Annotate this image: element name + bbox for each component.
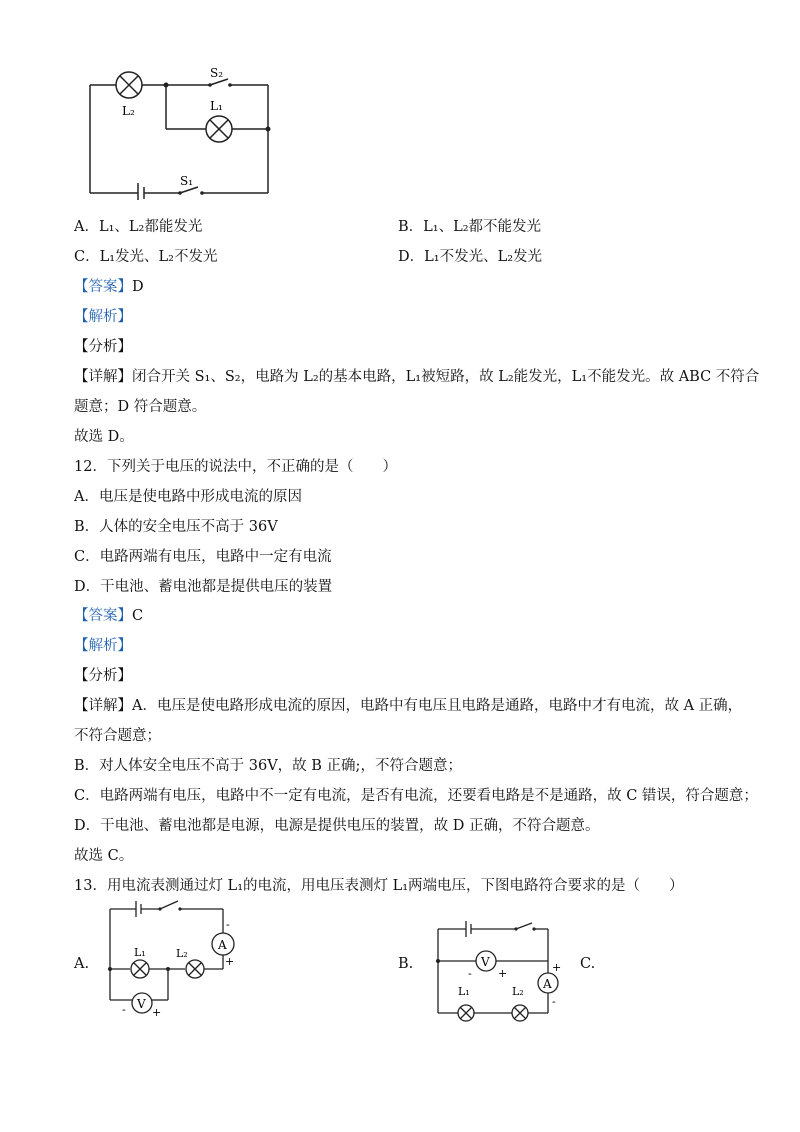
- q12-detail-3: B．对人体安全电压不高于 36V，故 B 正确;，不符合题意；: [74, 758, 462, 774]
- q13-circuit-a: [100, 895, 240, 1020]
- svg-text:-: -: [468, 967, 472, 980]
- svg-text:-: -: [226, 918, 230, 931]
- q13-label-a: A.: [74, 956, 90, 972]
- q11-detail-2: 题意；D 符合题意。: [74, 399, 207, 415]
- q12-conclusion: 故选 C。: [74, 848, 134, 864]
- q12-option-c: C．电路两端有电压，电路中一定有电流: [74, 549, 332, 565]
- q11-option-a: A．L₁、L₂都能发光: [74, 219, 203, 235]
- q12-option-a: A．电压是使电路中形成电流的原因: [74, 489, 302, 505]
- q11-option-b: B．L₁、L₂都不能发光: [398, 219, 542, 235]
- svg-text:L₂: L₂: [176, 947, 188, 960]
- q12-option-d: D．干电池、蓄电池都是提供电压的装置: [74, 579, 333, 595]
- svg-text:-: -: [552, 995, 556, 1008]
- q12-detail-5: D．干电池、蓄电池都是电源，电源是提供电压的装置，故 D 正确，不符合题意。: [74, 818, 600, 834]
- label-l1: L₁: [210, 99, 223, 113]
- svg-text:V: V: [481, 955, 490, 969]
- q12-fenxi: 【分析】: [74, 668, 132, 684]
- svg-text:+: +: [552, 961, 562, 974]
- q11-option-c: C．L₁发光、L₂不发光: [74, 249, 218, 265]
- q12-answer: 【答案】C: [74, 608, 144, 624]
- q13-label-c: C.: [580, 956, 596, 972]
- svg-text:-: -: [122, 1003, 126, 1016]
- svg-text:L₁: L₁: [134, 946, 146, 959]
- q12-detail-2: 不符合题意；: [74, 728, 161, 744]
- q13-label-b: B.: [398, 956, 414, 972]
- q11-fenxi: 【分析】: [74, 339, 132, 355]
- q11-analysis-tag: 【解析】: [74, 309, 132, 325]
- svg-text:A: A: [543, 977, 552, 991]
- q12-detail-1: 【详解】A．电压是使电路形成电流的原因，电路中有电压且电路是通路，电路中才有电流，故 A 正确，: [74, 698, 743, 714]
- q11-circuit-diagram: [80, 55, 280, 200]
- q12-analysis-tag: 【解析】: [74, 638, 132, 654]
- svg-text:V: V: [137, 997, 146, 1011]
- q11-detail-1: 【详解】闭合开关 S₁、S₂，电路为 L₂的基本电路，L₁被短路，故 L₂能发光，L₁不能发光。故 ABC 不符合: [74, 369, 760, 385]
- q12-stem: 12．下列关于电压的说法中，不正确的是（ ）: [74, 459, 397, 475]
- q11-conclusion: 故选 D。: [74, 429, 134, 445]
- svg-text:+: +: [498, 967, 508, 980]
- label-s1: S₁: [180, 174, 194, 188]
- q11-option-d: D．L₁不发光、L₂发光: [398, 249, 543, 265]
- q12-detail-4: C．电路两端有电压，电路中不一定有电流，是否有电流，还要看电路是不是通路，故 C 错误，符合题意；: [74, 788, 758, 804]
- q13-circuit-b: [428, 915, 568, 1025]
- label-s2: S₂: [210, 66, 224, 80]
- svg-text:A: A: [218, 938, 227, 952]
- svg-text:L₂: L₂: [512, 985, 524, 998]
- q13-stem: 13．用电流表测通过灯 L₁的电流，用电压表测灯 L₁两端电压，下图电路符合要求的是（ ）: [74, 878, 684, 894]
- svg-text:+: +: [152, 1006, 162, 1019]
- q12-option-b: B．人体的安全电压不高于 36V: [74, 519, 278, 535]
- svg-text:L₁: L₁: [458, 985, 470, 998]
- svg-text:+: +: [225, 955, 235, 968]
- label-l2: L₂: [122, 104, 135, 118]
- q11-answer: 【答案】D: [74, 279, 144, 295]
